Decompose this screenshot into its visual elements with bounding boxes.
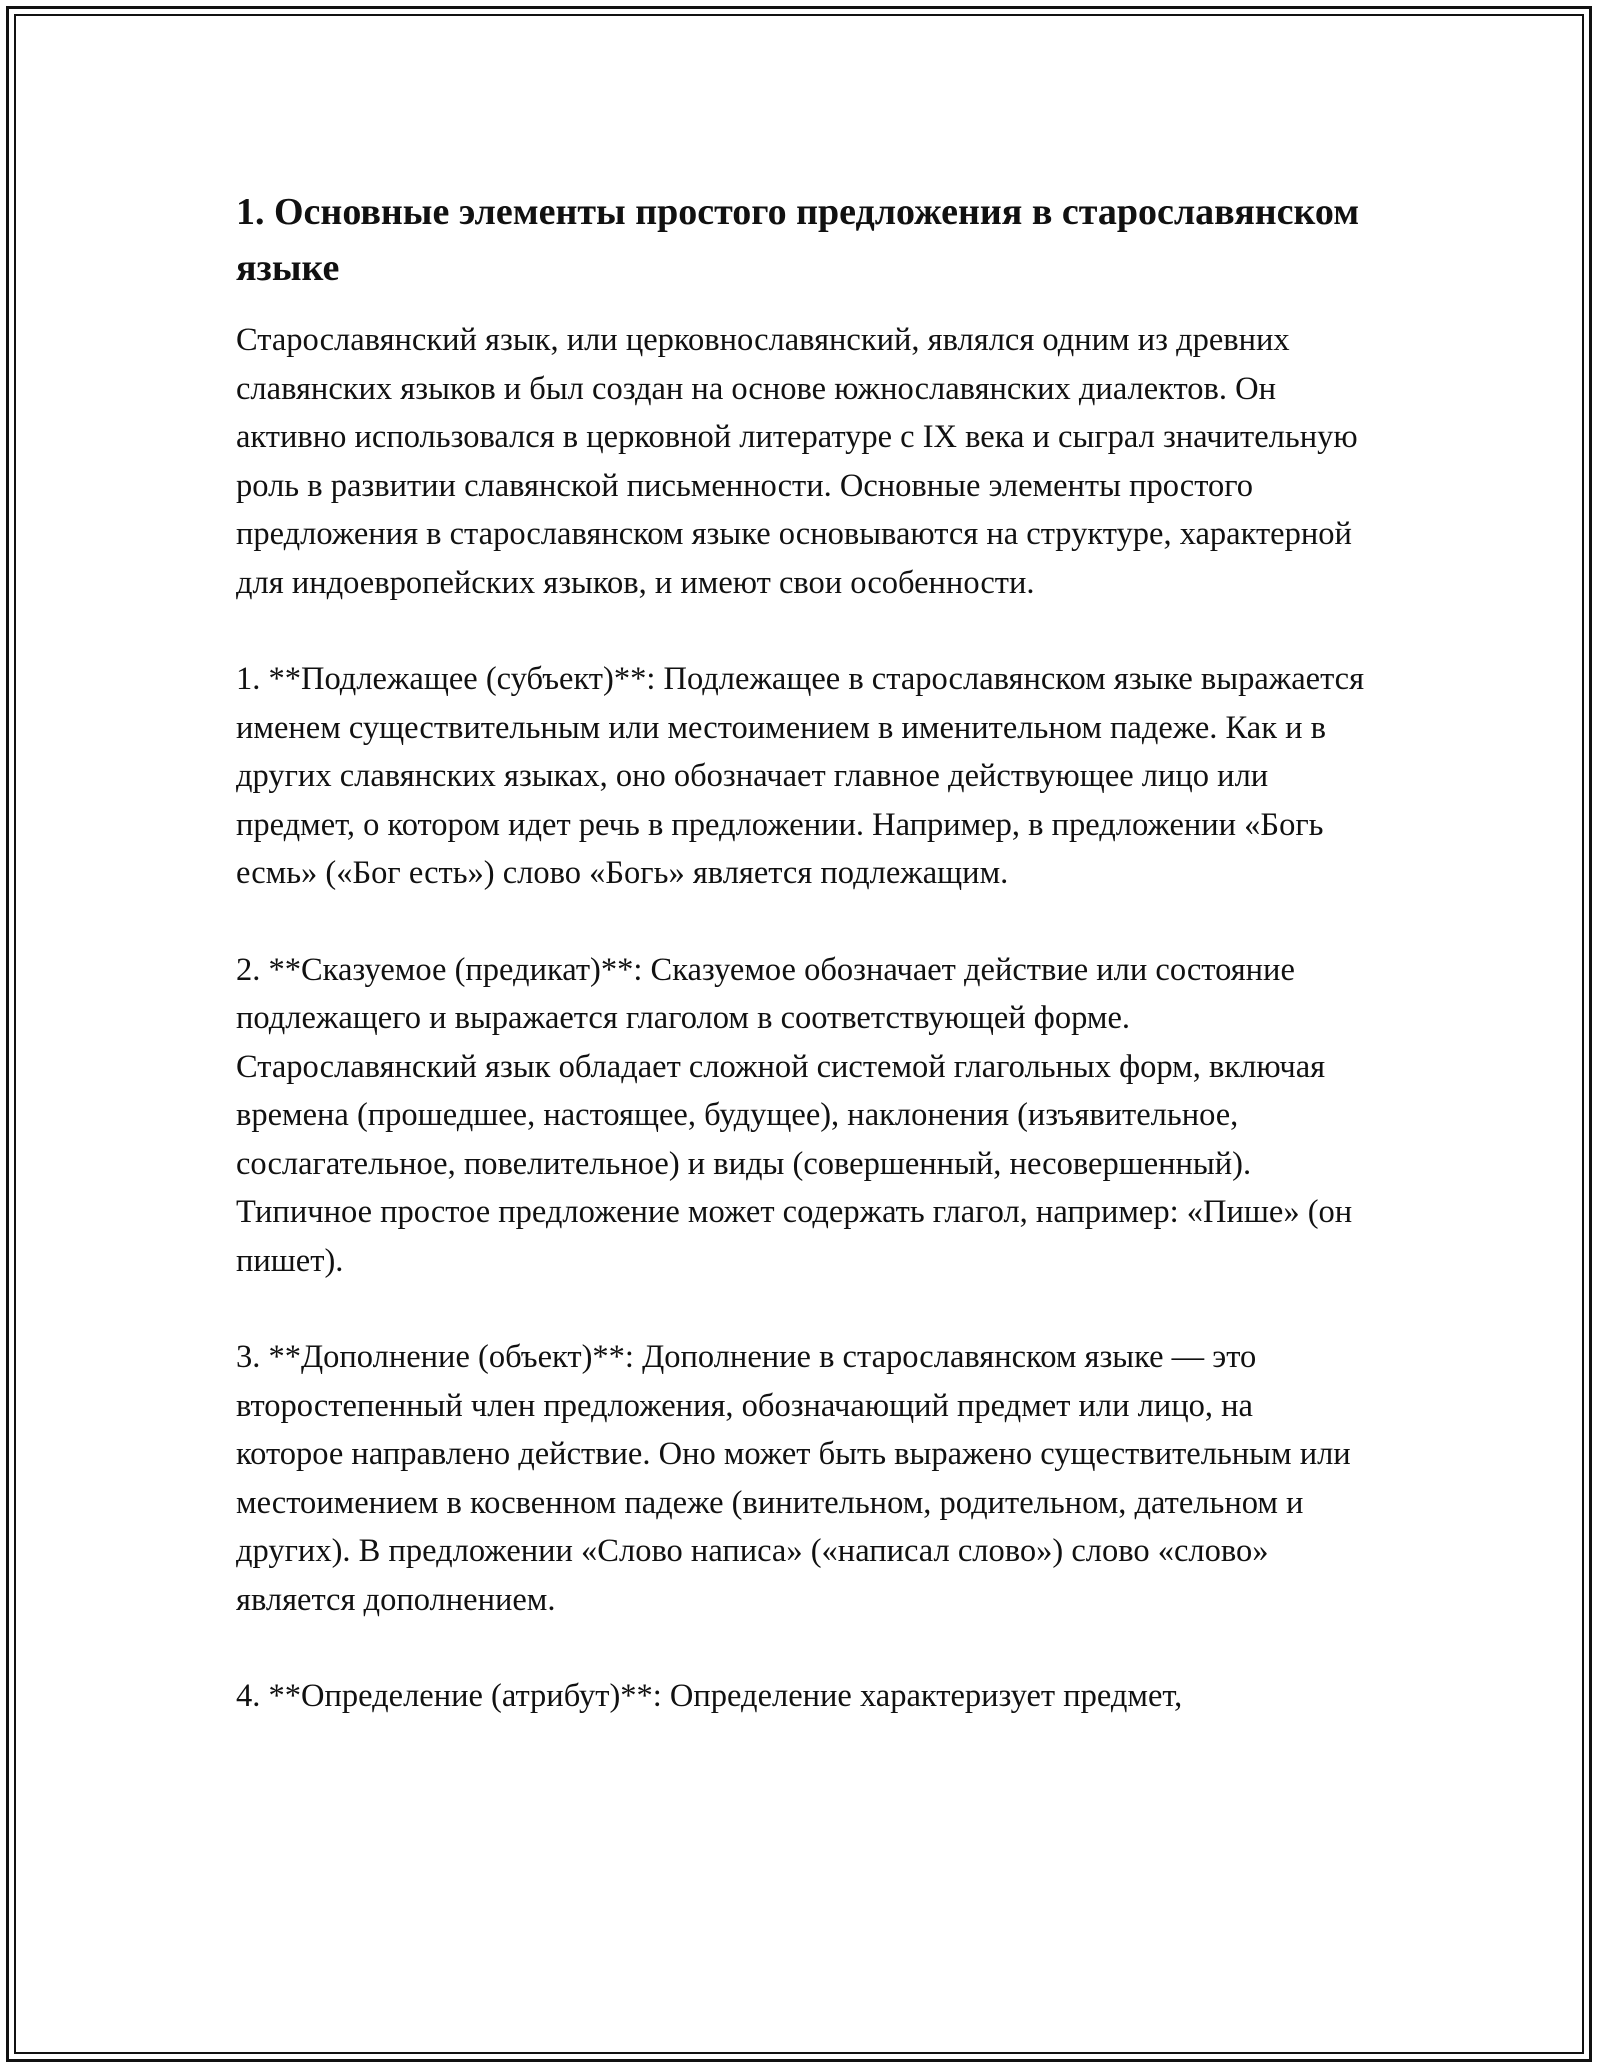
document-title: 1. Основные элементы простого предложения в старославянском языке [236, 191, 1360, 289]
intro-paragraph: Старославянский язык, или церковнославянский, являлся одним из древних славянских языков и был создан на основе южнославянских диалектов. Он активно использовался в церковной литературе с IX века и сыграл значительную роль в развитии славянской письменности. Основные элементы простого предложения в старославянском языке основываются на структуре, характерной для индоевропейских языков, и имеют свои особенности. [236, 322, 1358, 601]
object-paragraph: 3. **Дополнение (объект)**: Дополнение в старославянском языке — это второстепенный член предложения, обозначающий предмет или лицо, на которое направлено действие. Оно может быть выражено существительным или местоимением в косвенном падеже (винительном, родительном, дательном и других). В предложении «Слово написа» («написал слово») слово «слово» является дополнением. [236, 1339, 1351, 1618]
subject-paragraph: 1. **Подлежащее (субъект)**: Подлежащее в старославянском языке выражается именем существительным или местоимением в именительном падеже. Как и в других славянских языках, оно обозначает главное действующее лицо или предмет, о котором идет речь в предложении. Например, в предложении «Богь есмь» («Бог есть») слово «Богь» является подлежащим. [236, 661, 1365, 891]
document-body [236, 184, 1366, 1769]
predicate-paragraph: 2. **Сказуемое (предикат)**: Сказуемое обозначает действие или состояние подлежащего и выражается глаголом в соответствующей форме. Старославянский язык обладает сложной системой глагольных форм, включая времена (прошедшее, настоящее, будущее), наклонения (изъявительное, сослагательное, повелительное) и виды (совершенный, несовершенный). Типичное простое предложение может содержать глагол, например: «Пише» (он пишет). [236, 951, 1353, 1279]
attribute-paragraph: 4. **Определение (атрибут)**: Определение характеризует предмет, [236, 1678, 1183, 1714]
